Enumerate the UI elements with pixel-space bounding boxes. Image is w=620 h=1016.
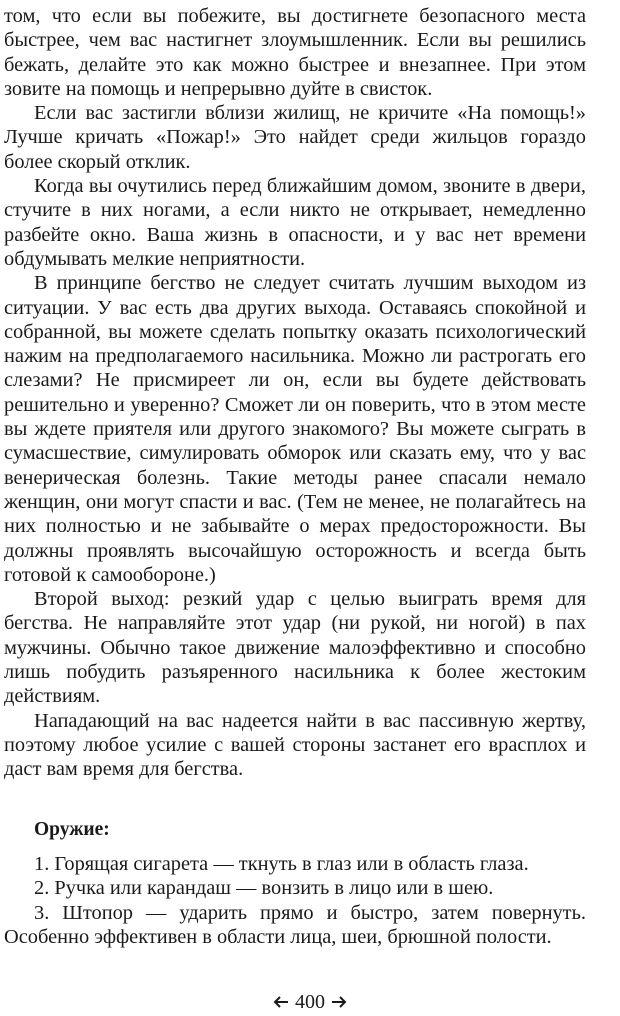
list-item: 1. Горящая сигарета — ткнуть в глаз или в область глаза.: [34, 853, 529, 875]
page-footer: [0, 989, 620, 1015]
paragraph: Второй выход: резкий удар с целью выиграть время для бегства. Не направляйте этот удар (ни рукой, ни ногой) в пах мужчины. Обычно такое движение малоэффективно и способно лишь побудить разъяренного насильника к более жестоким действиям.: [4, 588, 586, 708]
paragraph: В принципе бегство не следует считать лучшим выходом из ситуации. У вас есть два других выхода. Оставаясь спокойной и собранной, вы можете сделать попытку оказать психологический нажим на предполагаемого насильника. Можно ли растрогать его слезами? Не присмиреет ли он, если вы будете действовать решительно и уверенно? Сможет ли он поверить, что в этом месте вы ждете приятеля или другого знакомого? Вы можете сыграть в сумасшествие, симулировать обморок или сказать ему, что у вас венерическая болезнь. Такие методы ранее спасали немало женщин, они могут спасти и вас. (Тем не менее, не полагайтесь на них полностью и не забывайте о мерах предосторожности. Вы должны проявлять высочайшую осторожность и всегда быть готовой к самообороне.): [4, 272, 586, 586]
page-number: 400: [295, 990, 325, 1013]
list-item: 3. Штопор — ударить прямо и быстро, затем повернуть. Особенно эффективен в области лица, шеи, брюшной полости.: [4, 901, 586, 948]
body-text: [4, 4, 586, 782]
arrow-right-icon: [331, 992, 347, 1013]
list-item: 2. Ручка или карандаш — вонзить в лицо или в шею.: [34, 877, 494, 900]
paragraph: Когда вы очутились перед ближайшим домом, звоните в двери, стучите в них ногами, а если никто не открывает, немедленно разбейте окно. Ваша жизнь в опасности, и у вас нет времени обдумывать мелкие неприятности.: [4, 175, 586, 270]
paragraph: Если вас застигли вблизи жилищ, не кричите «На помощь!» Лучше кричать «Пожар!» Это найдет среди жильцов гораздо более скорый отклик.: [4, 102, 586, 173]
weapons-heading: Оружие:: [34, 819, 110, 840]
weapons-list: [4, 852, 586, 949]
arrow-left-icon: [273, 992, 289, 1013]
paragraph: том, что если вы побежите, вы достигнете безопасного места быстрее, чем вас настигнет злоумышленник. Если вы решились бежать, делайте это как можно быстрее и внезапнее. При этом зовите на помощь и непрерывно дуйте в свисток.: [4, 5, 586, 100]
paragraph: Нападающий на вас надеется найти в вас пассивную жертву, поэтому любое усилие с вашей стороны застанет его врасплох и даст вам время для бегства.: [4, 709, 586, 781]
